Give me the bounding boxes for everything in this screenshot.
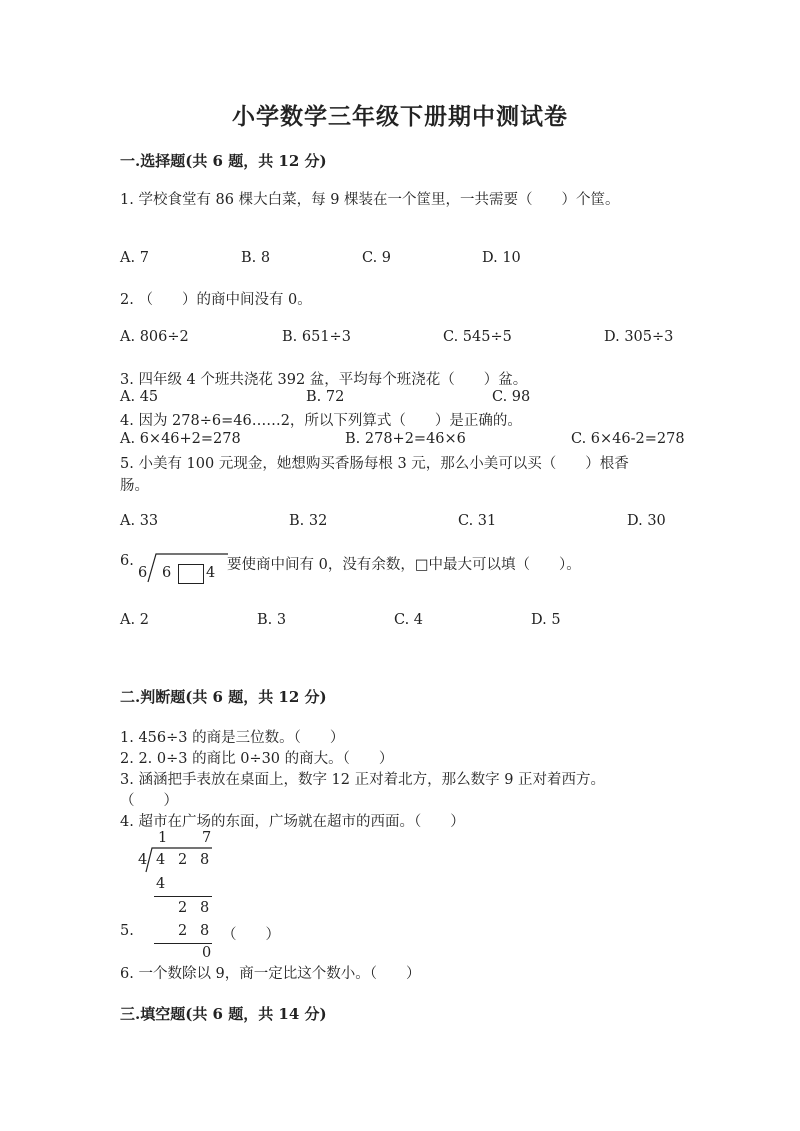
question-text: 1. 456÷3 的商是三位数。（ ） — [120, 730, 345, 746]
question-text: 1. 学校食堂有 86 棵大白菜，每 9 棵装在一个筐里，一共需要（ ）个筐。 — [120, 192, 620, 208]
option: B. 651÷3 — [282, 329, 351, 345]
divisor: 4 — [138, 852, 148, 868]
question-number: 5. — [120, 923, 134, 939]
divisor: 6 — [138, 565, 148, 581]
option: B. 8 — [241, 250, 271, 266]
option: D. 305÷3 — [604, 329, 674, 345]
page-title: 小学数学三年级下册期中测试卷 — [232, 103, 568, 130]
section-heading-judge: 二.判断题(共 6 题，共 12 分) — [120, 688, 327, 706]
dividend-digit: 6 — [162, 565, 172, 581]
question-number: 6. — [120, 553, 134, 569]
option: A. 2 — [120, 612, 149, 628]
question-text: 3. 四年级 4 个班共浇花 392 盆，平均每个班浇花（ ）盆。 — [120, 372, 528, 388]
blank-box — [178, 564, 204, 584]
dividend-digit: 4 — [206, 565, 216, 581]
division-bracket-icon — [120, 828, 230, 878]
option: C. 545÷5 — [443, 329, 512, 345]
divider-line — [154, 943, 212, 944]
option: A. 7 — [120, 250, 149, 266]
option: D. 5 — [531, 612, 561, 628]
section-heading-choice: 一.选择题(共 6 题，共 12 分) — [120, 152, 327, 170]
section-heading-fill: 三.填空题(共 6 题，共 14 分) — [120, 1005, 327, 1023]
subtrahend-digit: 4 — [156, 876, 166, 892]
option: D. 30 — [627, 513, 666, 529]
question-text: 3. 涵涵把手表放在桌面上，数字 12 正对着北方，那么数字 9 正对着西方。 — [120, 772, 606, 788]
question-text: 2. （ ）的商中间没有 0。 — [120, 292, 312, 308]
option: D. 10 — [482, 250, 521, 266]
remainder-digit: 8 — [200, 900, 210, 916]
quotient-digit: 7 — [202, 830, 212, 846]
option: A. 6×46+2=278 — [120, 431, 241, 447]
option: C. 9 — [362, 250, 392, 266]
dividend-digit: 8 — [200, 852, 210, 868]
dividend-digit: 2 — [178, 852, 188, 868]
final-remainder: 0 — [202, 945, 212, 961]
option: B. 3 — [257, 612, 287, 628]
question-text: 6. 一个数除以 9，商一定比这个数小。（ ） — [120, 966, 421, 982]
long-division-figure — [120, 548, 230, 588]
question-text-continued: （ ） — [120, 793, 178, 809]
question-text: 5. 小美有 100 元现金，她想购买香肠每根 3 元，那么小美可以买（ ）根香 — [120, 456, 629, 472]
option: B. 278+2=46×6 — [345, 431, 466, 447]
option: A. 33 — [120, 513, 159, 529]
option: C. 4 — [394, 612, 424, 628]
remainder-digit: 2 — [178, 900, 188, 916]
option: C. 6×46-2=278 — [571, 431, 685, 447]
question-text-continued: 肠。 — [120, 478, 149, 494]
subtrahend-digit: 8 — [200, 923, 210, 939]
option: C. 31 — [458, 513, 497, 529]
answer-paren: （ ） — [222, 927, 280, 943]
question-text: 2. 2. 0÷3 的商比 0÷30 的商大。（ ） — [120, 751, 394, 767]
subtrahend-digit: 2 — [178, 923, 188, 939]
option: B. 72 — [306, 389, 345, 405]
dividend-digit: 4 — [156, 852, 166, 868]
question-text: 4. 超市在广场的东面，广场就在超市的西面。（ ） — [120, 814, 465, 830]
long-division-figure — [120, 828, 230, 960]
question-text: 要使商中间有 0，没有余数，□中最大可以填（ ）。 — [227, 557, 581, 573]
option: A. 806÷2 — [120, 329, 189, 345]
option: B. 32 — [289, 513, 328, 529]
option: A. 45 — [120, 389, 159, 405]
quotient-digit: 1 — [158, 830, 168, 846]
option: C. 98 — [492, 389, 531, 405]
divider-line — [154, 896, 212, 897]
question-text: 4. 因为 278÷6=46……2，所以下列算式（ ）是正确的。 — [120, 413, 522, 429]
